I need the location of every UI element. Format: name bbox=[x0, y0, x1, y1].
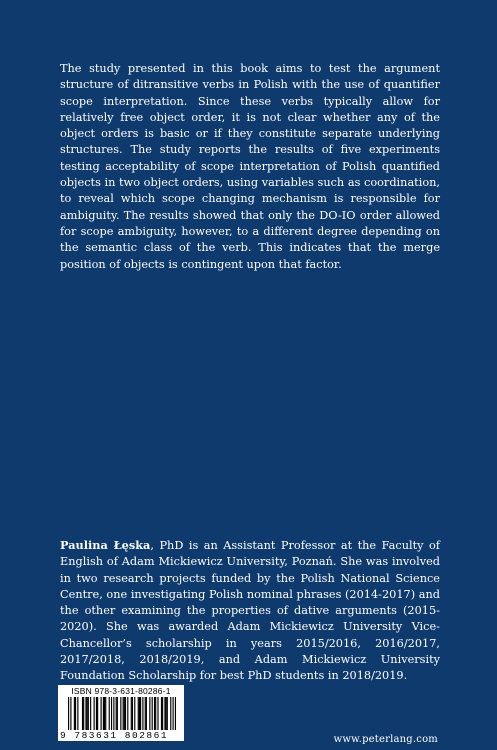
barcode-bar bbox=[87, 697, 88, 730]
barcode-bar bbox=[103, 697, 104, 730]
barcode-bar bbox=[109, 697, 110, 730]
barcode-bar bbox=[152, 697, 153, 730]
barcode-bar bbox=[162, 697, 163, 730]
barcode-bar bbox=[139, 697, 140, 730]
barcode-bar bbox=[117, 697, 118, 730]
barcode-bar bbox=[161, 697, 162, 730]
barcode-bar bbox=[149, 697, 150, 730]
barcode-bar bbox=[175, 697, 176, 730]
barcode-bar bbox=[125, 697, 126, 730]
barcode-bar bbox=[101, 697, 102, 730]
barcode-bar bbox=[123, 697, 124, 730]
barcode-bar bbox=[85, 697, 86, 730]
book-description: The study presented in this book aims to test the argument structure of ditransitive verbs in Polish with the use of quantifier scope interpretation. Since these verbs typically allow for relatively free object order, it is not clear whether any of the object orders is basic or if they constitute separate underlying structures. The study reports the results of five experiments testing acceptability of scope interpretation of Polish quantified objects in two object orders, using variables such as coordination, to reveal which scope changing mechanism is responsible for ambiguity. The results showed that only the DO-IO order allowed for scope ambiguity, however, to a different degree depending on the semantic class of the verb. This indicates that the merge position of objects is contingent upon that factor. bbox=[60, 62, 440, 271]
barcode-bar bbox=[167, 697, 168, 730]
barcode-bar bbox=[146, 697, 147, 730]
barcode-bar bbox=[105, 697, 106, 730]
barcode-bar bbox=[127, 697, 128, 730]
barcode-bar bbox=[124, 697, 125, 730]
author-bio bbox=[60, 537, 440, 685]
barcode-bar bbox=[90, 697, 91, 730]
barcode-bar bbox=[166, 697, 167, 730]
barcode-bar bbox=[157, 697, 158, 730]
barcode-bar bbox=[83, 697, 84, 730]
barcode-bar bbox=[104, 697, 105, 730]
barcode-bar bbox=[154, 697, 155, 730]
barcode-bar bbox=[173, 697, 174, 730]
barcode-bar bbox=[74, 697, 75, 730]
barcode-bar bbox=[170, 697, 171, 730]
barcode-bar bbox=[94, 697, 95, 730]
barcode-bar bbox=[116, 697, 117, 730]
author-name: Paulina Łęska bbox=[60, 538, 151, 552]
barcode-bar bbox=[88, 697, 89, 730]
barcode-bar bbox=[97, 697, 98, 730]
barcode-bar bbox=[164, 697, 165, 730]
barcode-bar bbox=[82, 697, 83, 730]
isbn-label: ISBN 978-3-631-80286-1 bbox=[71, 686, 171, 696]
publisher-website: www.peterlang.com bbox=[333, 734, 438, 745]
barcode-bar bbox=[111, 697, 112, 730]
barcode-bar bbox=[70, 697, 71, 730]
barcode-bar bbox=[142, 697, 143, 730]
barcode-bar bbox=[120, 697, 121, 730]
barcode-bar bbox=[75, 697, 76, 730]
barcode-bar bbox=[134, 697, 135, 730]
barcode-bar bbox=[96, 697, 97, 730]
barcode-bar bbox=[138, 697, 139, 730]
barcode-bar bbox=[145, 697, 146, 730]
author-bio-text: , PhD is an Assistant Professor at the Faculty of English of Adam Mickiewicz University, Poznań. She was involved in two research projects funded by the Polish National Science Centre, one investigating Polish nominal phrases (2014-2017) and the other examining the properties of dative arguments (2015-2020). She was awarded Adam Mickiewicz University Vice-Chancellor’s scholarship in years 2015/2016, 2016/2017, 2017/2018, 2018/2019, and Adam Mickiewicz University Foundation Scholarship for best PhD students in 2018/2019. bbox=[60, 539, 440, 683]
barcode-digits: 9 783631 802861 bbox=[60, 730, 169, 741]
barcode-bars bbox=[68, 697, 176, 730]
barcode-bar bbox=[113, 697, 114, 730]
barcode-bar bbox=[155, 697, 156, 730]
barcode-bar bbox=[131, 697, 132, 730]
barcode-bar bbox=[68, 697, 69, 730]
barcode-bar bbox=[77, 697, 78, 730]
barcode-bar bbox=[140, 697, 141, 730]
isbn-barcode bbox=[58, 685, 184, 741]
barcode-bar bbox=[132, 697, 133, 730]
